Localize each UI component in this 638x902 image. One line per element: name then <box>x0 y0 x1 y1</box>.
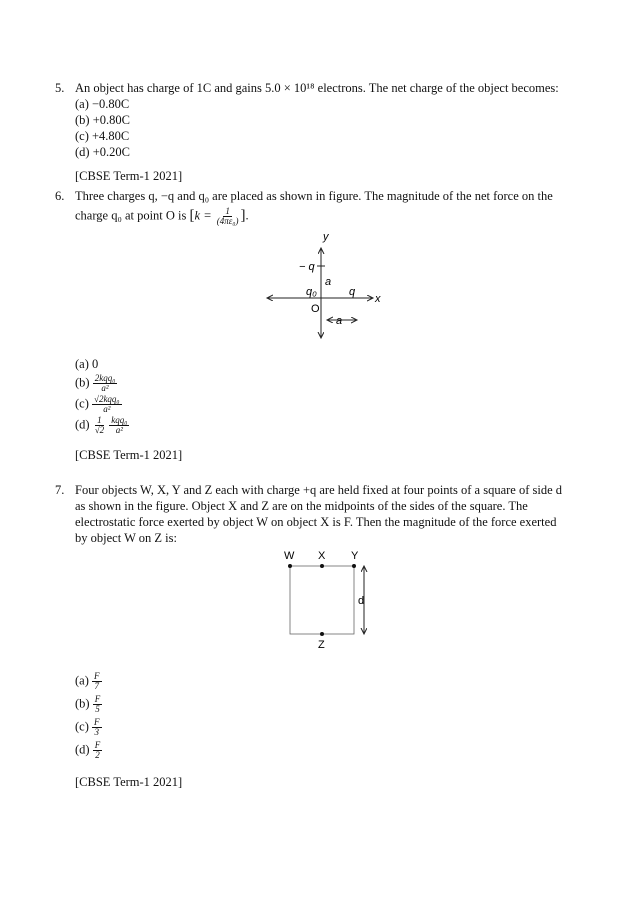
numerator: 1 <box>225 206 230 216</box>
option-fraction <box>93 374 118 393</box>
question-7 <box>55 482 595 546</box>
label-w: W <box>284 550 295 562</box>
question-number: 5. <box>55 81 65 95</box>
origin-label: O <box>311 303 320 315</box>
question-5 <box>55 80 595 184</box>
k-equation: k = <box>194 208 212 223</box>
square-diagram <box>278 548 378 654</box>
option-fraction <box>93 695 103 714</box>
denominator: 5 <box>95 704 100 714</box>
question-6-options <box>55 356 595 463</box>
a-label-h: a <box>336 315 343 327</box>
denominator: a² <box>101 383 109 393</box>
stem-text: charge q₀ at point O is <box>75 208 187 223</box>
option-c: (c) +4.80C <box>75 129 130 143</box>
point-x <box>320 564 324 568</box>
denominator: 7 <box>94 681 99 691</box>
option-label: (b) <box>75 696 90 711</box>
question-7-options <box>55 672 595 790</box>
question-stem-line: by object W on Z is: <box>75 531 177 545</box>
label-y: Y <box>351 550 359 562</box>
option-fraction <box>92 718 102 737</box>
option-label: (a) <box>75 673 89 688</box>
option-b: (b) +0.80C <box>75 113 130 127</box>
option-b <box>75 695 595 714</box>
option-d <box>75 416 595 435</box>
option-fraction <box>93 741 103 760</box>
option-label: (c) <box>75 396 89 411</box>
point-w <box>288 564 292 568</box>
label-z: Z <box>318 639 325 651</box>
question-stem-line: electrostatic force exerted by object W on object X is F. Then the magnitude of the force exerted <box>75 515 557 529</box>
question-stem-line: Four objects W, X, Y and Z each with charge +q are held fixed at four points of a square of side d <box>75 483 563 497</box>
numerator: F <box>94 694 101 704</box>
numerator: F <box>94 717 100 727</box>
bracket-close: ] <box>240 207 246 224</box>
option-fraction-2 <box>109 416 129 435</box>
x-label: x <box>375 293 381 305</box>
denominator: √2 <box>94 425 105 435</box>
option-d <box>75 741 595 760</box>
option-fraction-1 <box>93 416 106 435</box>
source-tag: [CBSE Term-1 2021] <box>75 775 183 789</box>
option-label: (d) <box>75 742 90 757</box>
option-a: (a) 0 <box>75 357 99 371</box>
denominator: a² <box>103 404 111 414</box>
q0-label: q₀ <box>306 286 317 298</box>
numerator: kqq₀ <box>111 415 128 425</box>
option-a <box>75 672 595 691</box>
denominator: 3 <box>94 727 99 737</box>
option-fraction <box>92 672 102 691</box>
question-stem-line: Three charges q, −q and q₀ are placed as shown in figure. The magnitude of the net force on the <box>75 189 553 203</box>
denominator: a² <box>115 425 123 435</box>
source-tag: [CBSE Term-1 2021] <box>75 169 183 183</box>
denominator: (4πε₀) <box>216 216 239 226</box>
question-number: 6. <box>55 189 65 203</box>
label-x: X <box>318 550 326 562</box>
square <box>290 566 354 634</box>
option-c <box>75 395 595 414</box>
numerator: 1 <box>97 415 102 425</box>
option-b <box>75 374 595 393</box>
q-label: q <box>349 286 356 298</box>
question-stem-line: charge q₀ at point O is [k = $\frac{1}{\text{(4πε₀)}}$ ]. <box>75 206 249 226</box>
option-c <box>75 718 595 737</box>
option-label: (b) <box>75 375 90 390</box>
option-a: (a) −0.80C <box>75 97 130 111</box>
numerator: F <box>94 740 101 750</box>
point-y <box>352 564 356 568</box>
a-label-v: a <box>325 276 332 288</box>
charge-diagram <box>255 228 385 346</box>
option-fraction <box>92 395 122 414</box>
question-number: 7. <box>55 483 65 497</box>
question-6 <box>55 188 595 226</box>
numerator: 2kqq₀ <box>94 373 116 383</box>
point-z <box>320 632 324 636</box>
option-label: (d) <box>75 417 90 432</box>
numerator: F <box>94 671 100 681</box>
question-stem: An object has charge of 1C and gains 5.0 × 10¹⁸ electrons. The net charge of the object becomes: <box>75 81 559 95</box>
denominator: 2 <box>95 750 100 760</box>
question-stem-line: as shown in the figure. Object X and Z are on the midpoints of the sides of the square. The <box>75 499 528 513</box>
numerator: √2kqq₀ <box>94 394 120 404</box>
label-d: d <box>358 595 365 607</box>
k-fraction <box>215 207 241 226</box>
source-tag: [CBSE Term-1 2021] <box>75 448 183 462</box>
neg-q-label: − q <box>299 261 315 273</box>
option-d: (d) +0.20C <box>75 145 130 159</box>
y-label: y <box>323 231 329 243</box>
bracket-open: [ <box>189 207 195 224</box>
option-label: (c) <box>75 719 89 734</box>
